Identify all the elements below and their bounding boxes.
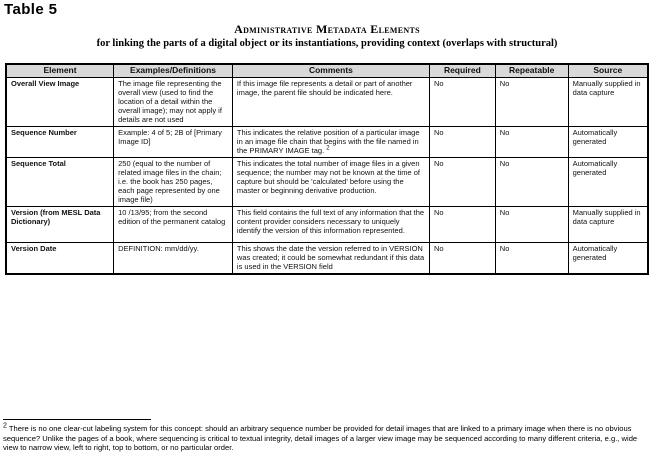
footnote-text: There is no one clear-cut labeling system for this concept: should an arbitrary sequence number be provided for detail images that are linked to a primary image when there is no obvious sequence? Unlike the pages of a book, where sequencing is critical to textual integrity, detail images of a larger view image may be sequenced according to many different criteria, e.g., wide view to narrow view, left to right, top to bottom, or no particular order. (3, 424, 638, 453)
comments-cell (232, 157, 429, 206)
repeatable-cell: No (495, 242, 568, 274)
table-row (6, 77, 648, 126)
comments-cell (232, 77, 429, 126)
table-row (6, 206, 648, 242)
document-title: Administrative Metadata Elements (234, 22, 420, 36)
column-header-source: Source (568, 64, 648, 77)
comments-footnote-ref: 2 (326, 145, 330, 151)
required-cell: No (429, 77, 495, 126)
source-cell: Automatically generated (568, 126, 648, 157)
required-cell: No (429, 206, 495, 242)
footnote-number: 2 (3, 422, 7, 430)
column-header-comments: Comments (232, 64, 429, 77)
examples-cell: Example: 4 of 5; 2B of [Primary Image ID] (114, 126, 233, 157)
repeatable-cell: No (495, 206, 568, 242)
element-cell: Version (from MESL Data Dictionary) (6, 206, 114, 242)
column-header-required: Required (429, 64, 495, 77)
source-cell: Manually supplied in data capture (568, 206, 648, 242)
table-row (6, 242, 648, 274)
comments-cell (232, 126, 429, 157)
element-cell: Sequence Number (6, 126, 114, 157)
column-header-element: Element (6, 64, 114, 77)
comments-text: This shows the date the version referred to in VERSION was created; it could be somewhat redundant if this data is used in the VERSION field (236, 243, 425, 271)
footnote-divider (3, 419, 151, 420)
required-cell: No (429, 157, 495, 206)
comments-cell (232, 206, 429, 242)
column-header-repeatable: Repeatable (495, 64, 568, 77)
examples-cell: DEFINITION: mm/dd/yy. (114, 242, 233, 274)
comments-text: This indicates the relative position of a particular image in an image file chain that begins with the file named in the PRIMARY IMAGE tag. (236, 127, 420, 155)
examples-cell: 10 /13/95; from the second edition of the permanent catalog (114, 206, 233, 242)
examples-cell: 250 (equal to the number of related image files in the chain; i.e. the book has 250 pages, each page represented by one image file) (114, 157, 233, 206)
comments-text: If this image file represents a detail or part of another image, the parent file should be indicated here. (236, 78, 413, 97)
repeatable-cell: No (495, 77, 568, 126)
element-cell: Overall View Image (6, 77, 114, 126)
table-row (6, 157, 648, 206)
comments-text: This indicates the total number of image files in a given sequence; the number may not be known at the time of capture but should be 'calculated' before using the master or beginning derivative production. (236, 158, 420, 195)
repeatable-cell: No (495, 126, 568, 157)
source-cell: Automatically generated (568, 157, 648, 206)
element-cell: Version Date (6, 242, 114, 274)
footnote (3, 424, 651, 453)
comments-text: This field contains the full text of any information that the content provider considers necessary to uniquely identify the version of this information represented. (236, 207, 425, 235)
examples-cell: The image file representing the overall view (used to find the location of a detail within the overall image); may not apply if details are not used (114, 77, 233, 126)
repeatable-cell: No (495, 157, 568, 206)
metadata-elements-table (5, 63, 649, 275)
source-cell: Automatically generated (568, 242, 648, 274)
table-number-label: Table 5 (4, 1, 58, 18)
source-cell: Manually supplied in data capture (568, 77, 648, 126)
column-header-examples: Examples/Definitions (114, 64, 233, 77)
required-cell: No (429, 126, 495, 157)
table-row (6, 126, 648, 157)
comments-cell (232, 242, 429, 274)
table-header-row (6, 64, 648, 77)
document-subtitle: for linking the parts of a digital object or its instantiations, providing context (overlaps with structural) (96, 38, 558, 49)
required-cell: No (429, 242, 495, 274)
element-cell: Sequence Total (6, 157, 114, 206)
